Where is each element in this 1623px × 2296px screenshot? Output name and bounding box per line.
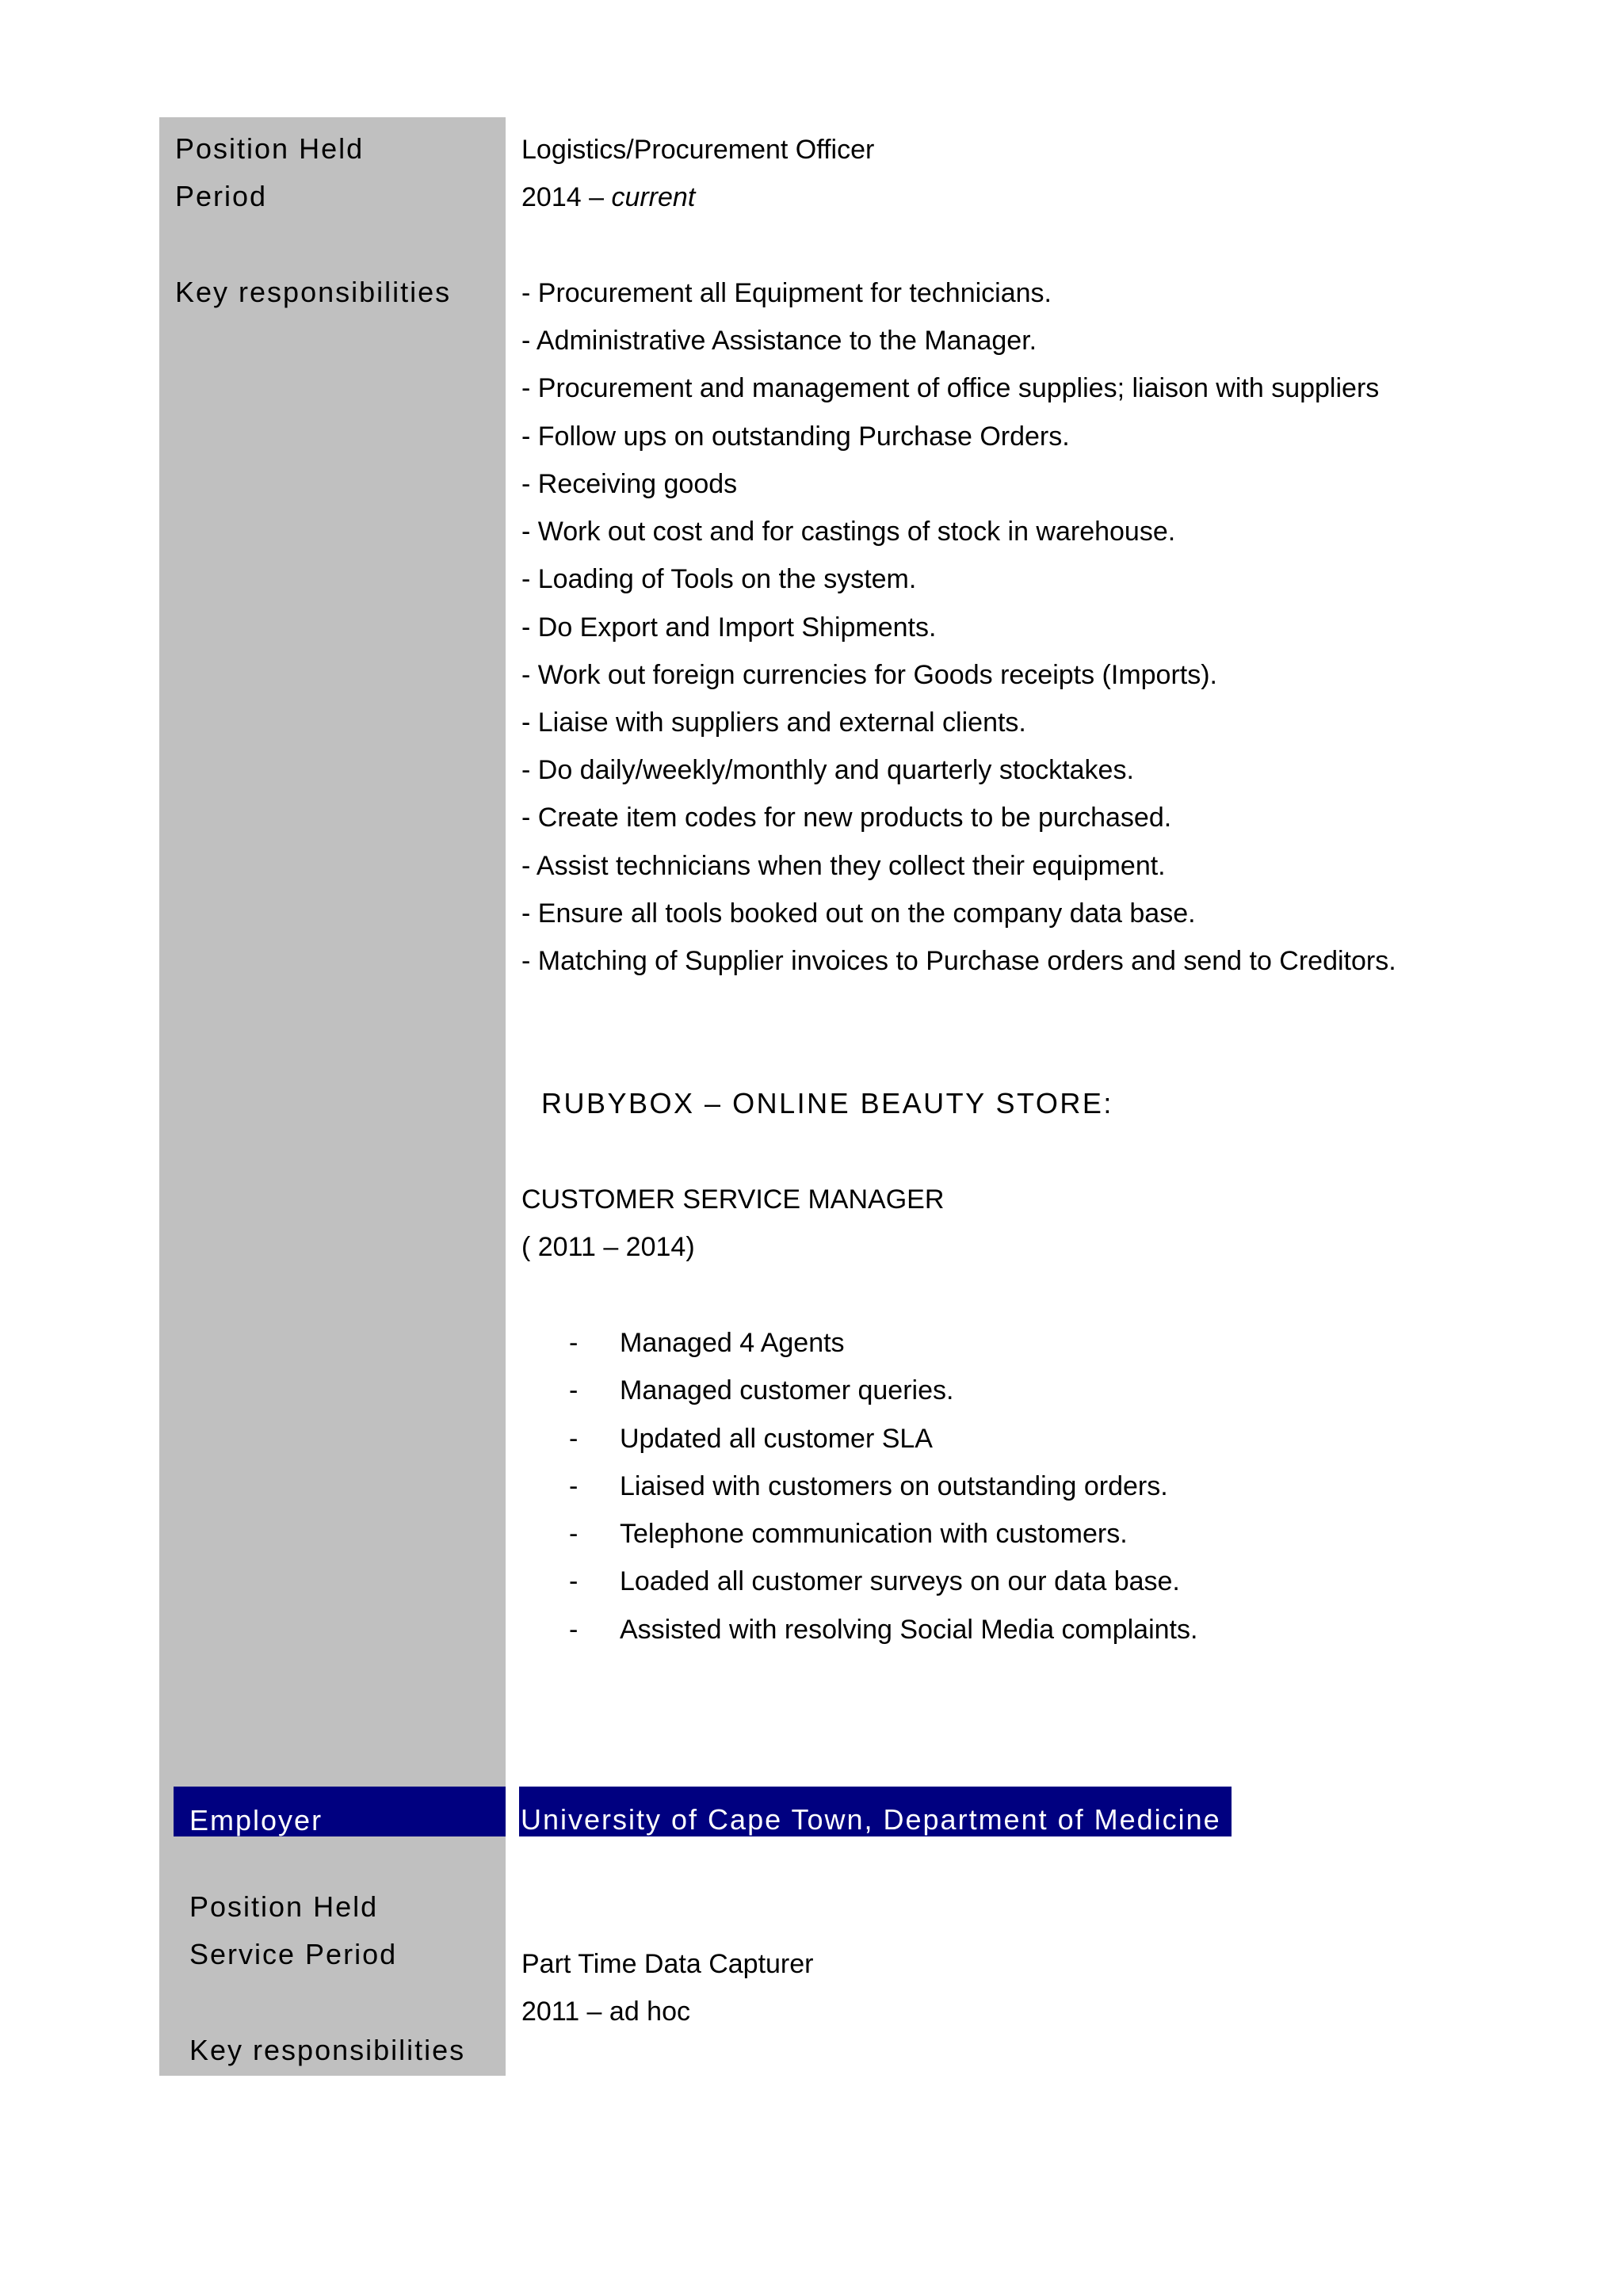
employer-value: University of Cape Town, Department of Medicine xyxy=(521,1803,1221,1836)
key-responsibilities-label: Key responsibilities xyxy=(175,276,452,308)
responsibility-item: - Create item codes for new products to be purchased. xyxy=(521,803,1172,833)
service-period-value: 2011 – ad hoc xyxy=(521,1997,690,2027)
responsibility-item: - Do Export and Import Shipments. xyxy=(521,612,937,643)
responsibility-item: - Follow ups on outstanding Purchase Orders. xyxy=(521,421,1070,452)
position-held-value: Part Time Data Capturer xyxy=(521,1949,814,1979)
responsibility-item: - Liaise with suppliers and external clients. xyxy=(521,707,1026,738)
position-held-value: Logistics/Procurement Officer xyxy=(521,135,875,165)
bullet-dash: - xyxy=(569,1375,579,1405)
employer-label: Employer xyxy=(189,1804,323,1836)
responsibility-item: - Receiving goods xyxy=(521,469,738,499)
position-held-label: Position Held xyxy=(175,132,365,165)
responsibility-item: - Procurement all Equipment for technicians. xyxy=(521,278,1052,308)
responsibility-item: - Procurement and management of office supplies; liaison with suppliers xyxy=(521,373,1380,403)
bullet-dash: - xyxy=(569,1328,579,1358)
responsibility-item: - Matching of Supplier invoices to Purchase orders and send to Creditors. xyxy=(521,946,1396,976)
responsibility-item: - Do daily/weekly/monthly and quarterly stocktakes. xyxy=(521,755,1134,785)
duty-item: Updated all customer SLA xyxy=(620,1424,933,1454)
duty-item: Loaded all customer surveys on our data base. xyxy=(620,1566,1180,1596)
period-current: current xyxy=(611,182,696,212)
period-label: Period xyxy=(175,180,268,212)
responsibility-item: - Work out cost and for castings of stock in warehouse. xyxy=(521,517,1176,547)
bullet-dash: - xyxy=(569,1519,579,1549)
duty-item: Telephone communication with customers. xyxy=(620,1519,1128,1549)
period-value xyxy=(521,181,695,213)
bullet-dash: - xyxy=(569,1566,579,1596)
job-period: ( 2011 – 2014) xyxy=(521,1232,695,1262)
service-period-label: Service Period xyxy=(189,1938,398,1970)
responsibility-item: - Loading of Tools on the system. xyxy=(521,564,917,594)
label-column xyxy=(159,117,506,2076)
duty-item: Assisted with resolving Social Media complaints. xyxy=(620,1615,1198,1645)
responsibility-item: - Ensure all tools booked out on the company data base. xyxy=(521,898,1196,929)
duty-item: Liaised with customers on outstanding orders. xyxy=(620,1471,1168,1501)
bullet-dash: - xyxy=(569,1471,579,1501)
responsibility-item: - Administrative Assistance to the Manager. xyxy=(521,326,1037,356)
bullet-dash: - xyxy=(569,1615,579,1645)
duty-item: Managed 4 Agents xyxy=(620,1328,845,1358)
job-title: CUSTOMER SERVICE MANAGER xyxy=(521,1184,945,1215)
period-start: 2014 – xyxy=(521,182,612,212)
employer-heading: RUBYBOX – ONLINE BEAUTY STORE: xyxy=(541,1087,1113,1119)
duty-item: Managed customer queries. xyxy=(620,1375,954,1405)
bullet-dash: - xyxy=(569,1424,579,1454)
responsibility-item: - Assist technicians when they collect their equipment. xyxy=(521,851,1166,881)
position-held-label: Position Held xyxy=(189,1890,379,1923)
key-responsibilities-label: Key responsibilities xyxy=(189,2034,466,2066)
responsibility-item: - Work out foreign currencies for Goods receipts (Imports). xyxy=(521,660,1218,690)
